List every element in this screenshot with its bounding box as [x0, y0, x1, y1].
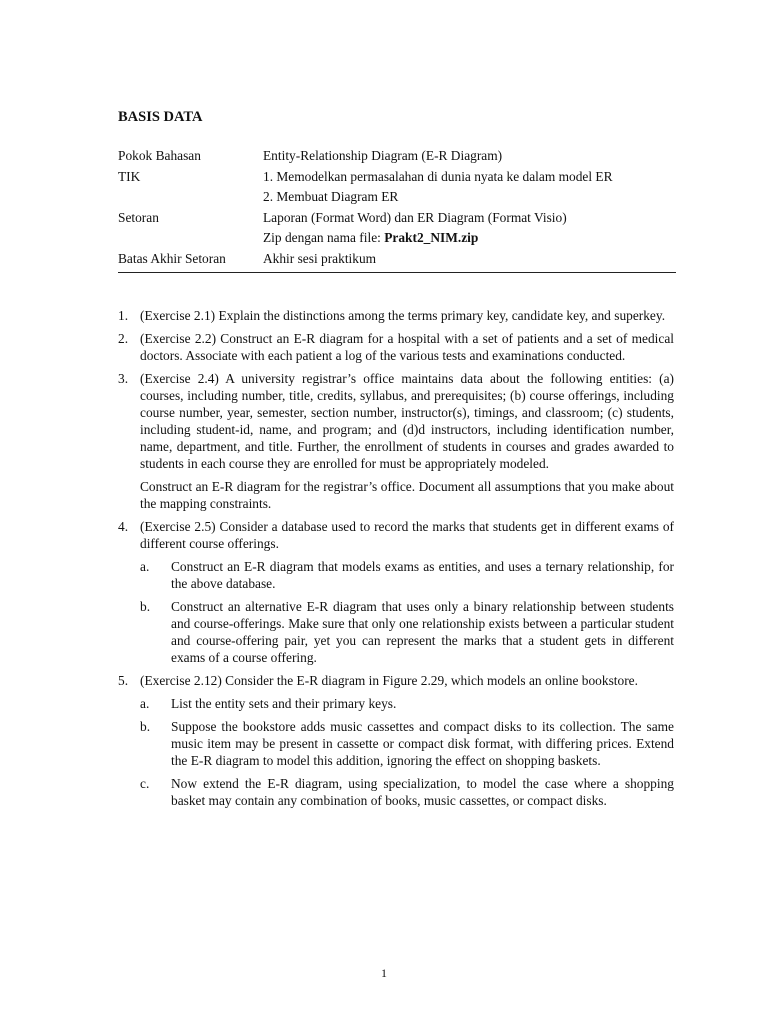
- exercise-body: [140, 370, 674, 512]
- exercise-text: (Exercise 2.1) Explain the distinctions among the terms primary key, candidate key, and superkey.: [140, 308, 666, 323]
- info-row-setoran-2: [118, 229, 676, 250]
- sub-question-list: [140, 695, 674, 809]
- info-row-batas-akhir: [118, 250, 676, 271]
- sub-question-letter: a.: [140, 696, 150, 711]
- exercise-number: 3.: [118, 371, 129, 386]
- sub-question: [140, 718, 674, 769]
- info-value: [263, 229, 676, 250]
- exercise-text: (Exercise 2.4) A university registrar’s office maintains data about the following entities: (a) courses, including number, title, credits, syllabus, and prerequisites; (b) course offerings, including course number, year, semester, section number, instructor(s), timings, and classroom; (c) students, including student-id, name, and program; and (d)d instructors, including identification number, name, department, and title. Further, the enrollment of students in courses and grades awarded to students in each course they are enrolled for must be appropriately modeled.: [140, 371, 674, 471]
- sub-question: [140, 695, 674, 712]
- info-value: 2. Membuat Diagram ER: [263, 189, 399, 204]
- info-value: Akhir sesi praktikum: [263, 250, 377, 266]
- exercise-body: [140, 672, 674, 809]
- sub-question-text: Now extend the E-R diagram, using specialization, to model the case where a shopping basket may contain any combination of books, music cassettes, or compact disks.: [171, 776, 674, 808]
- assignment-info-table: [118, 147, 676, 270]
- info-label-empty: [118, 229, 263, 250]
- zip-filename: Prakt2_NIM.zip: [384, 230, 479, 245]
- header-divider: [118, 272, 676, 273]
- exercise-body: [140, 330, 674, 364]
- exercise-text-continued: Construct an E-R diagram for the registrar’s office. Document all assumptions that you make about the mapping constraints.: [140, 479, 674, 511]
- exercise-item: [118, 672, 674, 809]
- sub-question: [140, 598, 674, 666]
- sub-question-letter: a.: [140, 559, 150, 574]
- page-number: 1: [381, 966, 387, 980]
- sub-question-list: [140, 558, 674, 666]
- info-label: Pokok Bahasan: [118, 148, 201, 163]
- exercise-list: [118, 307, 674, 815]
- info-value: Entity-Relationship Diagram (E-R Diagram): [263, 148, 503, 163]
- exercise-body: [140, 518, 674, 666]
- info-value: 1. Memodelkan permasalahan di dunia nyata ke dalam model ER: [263, 168, 613, 184]
- info-label: Batas Akhir Setoran: [118, 250, 226, 266]
- sub-question-text: Suppose the bookstore adds music cassettes and compact disks to its collection. The same music item may be present in cassette or compact disk format, with differing prices. Extend the E-R diagram to model this addition, ignoring the effect on shopping baskets.: [171, 719, 674, 768]
- exercise-number: 4.: [118, 519, 129, 534]
- info-label-empty: [118, 188, 263, 209]
- info-value: Laporan (Format Word) dan ER Diagram (Format Visio): [263, 209, 567, 225]
- exercise-number: 2.: [118, 331, 129, 346]
- sub-question: [140, 558, 674, 592]
- exercise-item: [118, 307, 674, 324]
- sub-question: [140, 775, 674, 809]
- exercise-text: (Exercise 2.12) Consider the E-R diagram in Figure 2.29, which models an online bookstore.: [140, 673, 638, 688]
- sub-question-letter: b.: [140, 719, 151, 734]
- exercise-item: [118, 330, 674, 364]
- sub-question-text: List the entity sets and their primary keys.: [171, 696, 397, 711]
- info-row-pokok-bahasan: [118, 147, 676, 168]
- sub-question-letter: b.: [140, 599, 151, 614]
- exercise-number: 1.: [118, 308, 129, 323]
- sub-question-letter: c.: [140, 776, 150, 791]
- info-row-setoran: [118, 209, 676, 230]
- exercise-item: [118, 518, 674, 666]
- document-title: BASIS DATA: [118, 109, 203, 125]
- exercise-text: (Exercise 2.2) Construct an E-R diagram for a hospital with a set of patients and a set of medical doctors. Associate with each patient a log of the various tests and examinations conducted.: [140, 331, 674, 363]
- exercise-text: (Exercise 2.5) Consider a database used to record the marks that students get in different exams of different course offerings.: [140, 519, 674, 551]
- info-row-tik-2: [118, 188, 676, 209]
- info-row-tik: [118, 168, 676, 189]
- exercise-item: [118, 370, 674, 512]
- info-label: Setoran: [118, 209, 159, 225]
- zip-filename-prefix: Zip dengan nama file:: [263, 230, 385, 245]
- exercise-number: 5.: [118, 673, 129, 688]
- exercise-body: [140, 307, 674, 324]
- sub-question-text: Construct an E-R diagram that models exams as entities, and uses a ternary relationship, for the above database.: [171, 559, 674, 591]
- sub-question-text: Construct an alternative E-R diagram that uses only a binary relationship between students and course-offerings. Make sure that only one relationship exists between a particular student and course-offering pair, yet you can represent the marks that a student gets in different exams of a course offering.: [171, 599, 674, 665]
- info-label: TIK: [118, 168, 141, 184]
